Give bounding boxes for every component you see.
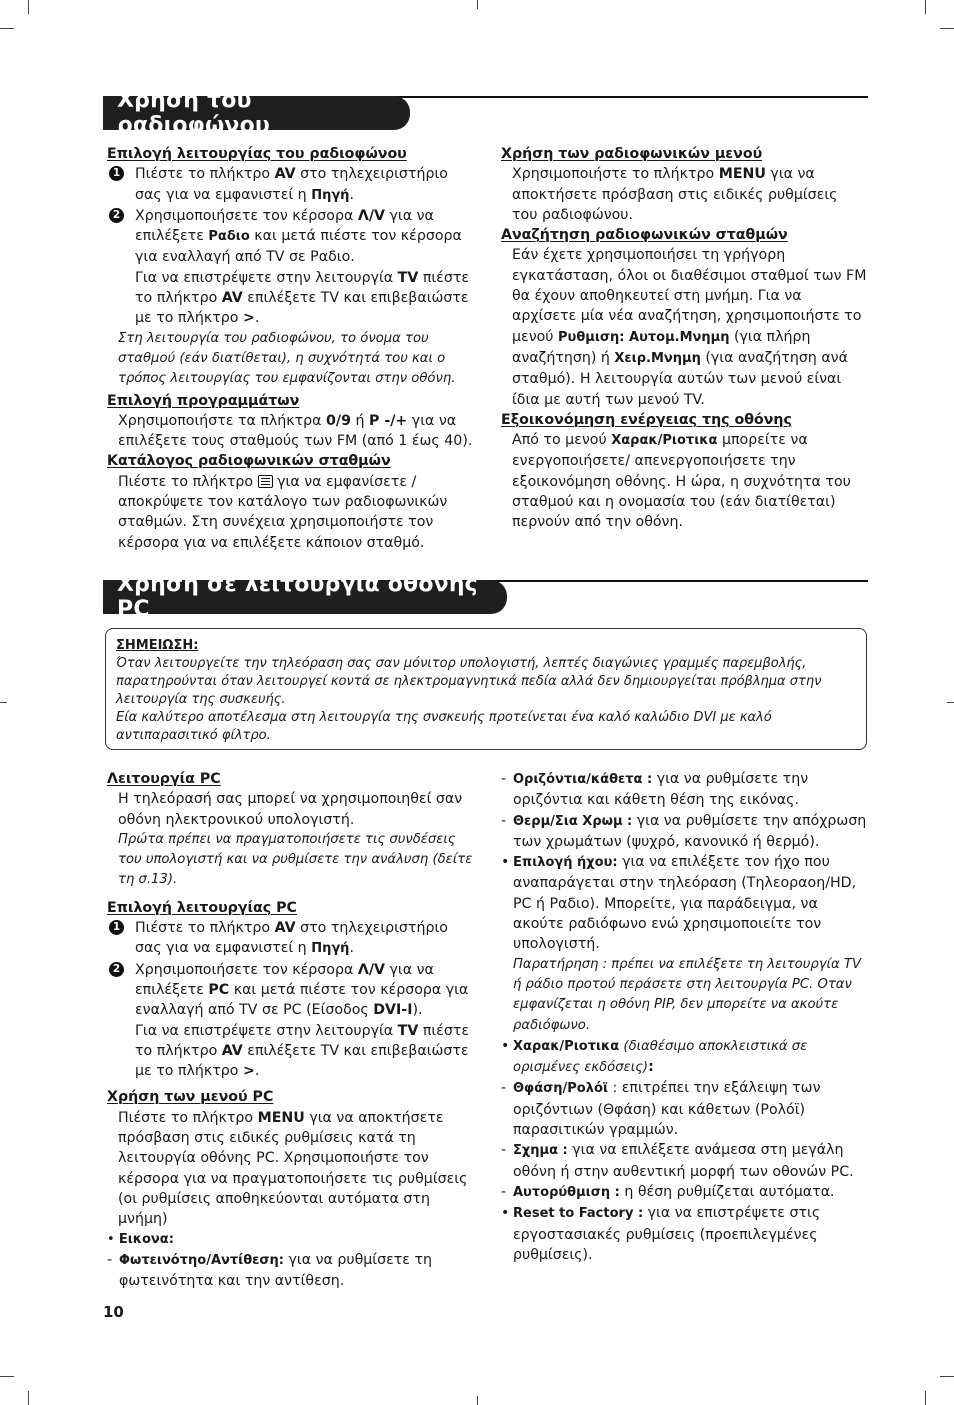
heading-pc-select: Επιλογή λειτουργίας PC (107, 899, 297, 916)
list-item-phase-clock: - Θφάση/Ρολόϊ : επιτρέπει την εξάλειψη των οριζόντιων (Θφάση) και κάθετων (Ρολόϊ) παρασιτικών γραμμών. (501, 1080, 821, 1139)
return-to-tv-text: Για να επιστρέψετε στην λειτουργία TV πιέστε το πλήκτρο AV επιλέξετε TV και επιβεβαιώστε με το πλήκτρο >. (135, 269, 470, 327)
station-list-text: Πιέστε το πλήκτρο για να εμφανίσετε /αποκρύψετε τον κατάλογο των ραδιοφωνικών σταθμών. Στη συνέχεια χρησιμοποιήστε τον κέρσορα για να επιλέξετε κάποιον σταθμό. (118, 473, 448, 551)
heading-program-select: Επιλογή προγραμμάτων (107, 392, 300, 409)
note-box (105, 628, 867, 750)
right-arrow-icon: > (242, 310, 255, 327)
step-2: 2 Χρησιμοποιήσετε τον κέρσορα Λ/V για να επιλέξετε PC και μετά πιέστε τον κέρσορα για εναλλαγή από TV σε PC (Είσοδος DVI-I). (107, 960, 475, 1021)
note-label: ΣΗΜΕΙΩΣΗ: (116, 638, 199, 653)
heading-radio-menus: Χρήση των ραδιοφωνικών μενού (501, 146, 763, 162)
heading-station-list: Κατάλογος ραδιοφωνικών σταθμών (107, 453, 391, 470)
return-to-tv-text: Για να επιστρέψετε στην λειτουργία TV πιέστε το πλήκτρο AV επιλέξετε TV και επιβεβαιώστε με το πλήκτρο >. (135, 1022, 470, 1080)
program-select-text: Χρησιμοποιήστε τα πλήκτρα 0/9 ή P -/+ για να επιλέξετε τους σταθμούς των FM (από 1 έως 40). (118, 412, 473, 450)
step-1: 1 Πιέστε το πλήκτρο AV στο τηλεχειριστήριο σας για να εμφανιστεί η Πηγή. (107, 164, 475, 206)
heading-radio-mode: Επιλογή λειτουργίας του ραδιοφώνου (107, 146, 407, 162)
pc-mode-text: Η τηλεόρασή σας μπορεί να χρησιμοποιηθεί σαν οθόνη ηλεκτρονικού υπολογιστή. (118, 791, 463, 828)
radio-menus-text: Χρησιμοποιήστε το πλήκτρο MENU για να αποκτήσετε πρόσβαση στις ειδικές ρυθμίσεις του ραδιοφώνου. (512, 166, 838, 223)
pc-right-column (501, 769, 869, 1265)
crop-mark (0, 702, 7, 703)
sound-select-note: Παρατήρηση : πρέπει να επιλέξετε τη λειτουργία TV ή ράδιο προτού περάσετε στη λειτουργία PC. Οταν εμφανίζεται η οθόνη PIP, δεν μπορείτε να ακούτε ραδιόφωνο. (513, 956, 861, 1033)
section-title-text: Χρήση του ραδιοφώνου (117, 88, 270, 138)
note-text-1: Όταν λειτουργείτε την τηλεόραση σας σαν μόνιτορ υπολογιστή, λεπτές διαγώνιες γραμμές παρεμβολής, παρατηρούνται όταν λειτουργεί κοντά σε ηλεκτρομαγνητικά πεδία αλλά δεν δημιουργείται πρόβλημα στην λειτουργία της συσκευής. (116, 656, 822, 707)
crop-mark (0, 28, 14, 29)
list-key-icon (258, 475, 273, 488)
crop-mark (947, 702, 954, 703)
note-text-2: Εία καλύτερο αποτέλεσμα στη λειτουργία της σνσκευής προτείνεται ένα καλό καλώδιο DVI με καλό αντιπαρασιτικό φίλτρο. (116, 710, 772, 743)
list-item-color-temp: - Θερμ/Σια Χρωμ : για να ρυθμίσετε την απόχρωση των χρωμάτων (ψυχρό, κανονικό ή θερμό). (501, 812, 867, 850)
radio-info-note: Στη λειτουργία του ραδιοφώνου, το όνομα του σταθμού (εάν διατίθεται), η συχνότητά του και ο τρόπος λειτουργίας του εμφανίζονται στην οθόνη. (118, 330, 456, 387)
pc-mode-note: Πρώτα πρέπει να πραγματοποιήσετε τις συνδέσεις του υπολογιστή και να ρυθμίσετε την ανάλυση (δείτε τη σ.13). (118, 831, 473, 888)
page-number: 10 (103, 1303, 124, 1321)
crop-mark (28, 0, 29, 14)
section-title-text: Χρήση σε λειτουργία οθόνης PC (117, 572, 478, 622)
list-item-position: - Οριζόντια/κάθετα : για να ρυθμίσετε την οριζόντια και κάθετη θέση της εικόνας. (501, 771, 809, 809)
crop-mark (28, 1391, 29, 1405)
list-item-features: • Χαρακ/Ριοτικα (διαθέσιμο αποκλειστικά σε ορισμένες εκδόσεις): (501, 1037, 808, 1076)
radio-left-column (107, 144, 475, 553)
list-item-picture: • Εικονα: (107, 1231, 174, 1247)
step-number-2: 2 (109, 962, 124, 977)
list-item-sound-select: • Επιλογή ήχου: για να επιλέξετε τον ήχο που αναπαράγεται στην τηλεόραση (Τηλεοραοη/HD, PC ή Ραδιο). Μπορείτε, για παράδειγμα, να ακούτε ραδιόφωνο ενώ χρησιμοποιείτε τον υπολογιστή. (501, 854, 857, 953)
heading-screen-saver: Εξοικονόμηση ενέργειας της οθόνης (501, 411, 792, 428)
step-2: 2 Χρησιμοποιήσετε τον κέρσορα Λ/V για να επιλέξετε Ραδιο και μετά πιέστε τον κέρσορα για εναλλαγή από TV σε Ραδιο. (107, 206, 475, 268)
heading-station-search: Αναζήτηση ραδιοφωνικών σταθμών (501, 227, 788, 244)
section-title-radio (103, 88, 410, 138)
pc-menus-text: Πιέστε το πλήκτρο MENU για να αποκτήσετε πρόσβαση στις ειδικές ρυθμίσεις κατά τη λειτουργία οθόνης PC. Χρησιμοποιήστε τον κέρσορα για να πραγματοποιήσετε τις ρυθμίσεις (οι ρυθμίσεις αποθηκεύονται αυτόματα στη μνήμη) (118, 1109, 468, 1228)
crop-mark (925, 1391, 926, 1405)
step-number-1: 1 (109, 166, 124, 181)
section-title-pc (103, 572, 507, 622)
list-item-auto-adjust: - Αυτορύθμιση : η θέση ρυθμίζεται αυτόματα. (501, 1183, 835, 1200)
crop-mark (940, 1376, 954, 1377)
crop-mark (925, 0, 926, 14)
arrow-keys-icon: Λ/V (357, 961, 385, 978)
list-item-reset: • Reset to Factory : για να επιστρέψετε στις εργοστασιακές ρυθμίσεις (προεπιλεγμένες ρυθμίσεις). (501, 1205, 821, 1263)
list-item-format: - Σχημα : για να επιλέξετε ανάμεσα στη μεγάλη οθόνη ή στην αυθεντική μορφή των οθονών PC. (501, 1142, 854, 1180)
step-number-2: 2 (109, 208, 124, 223)
heading-pc-mode: Λειτουργία PC (107, 771, 221, 787)
radio-right-column (501, 144, 867, 533)
right-arrow-icon: > (242, 1063, 255, 1080)
station-search-text: Εάν έχετε χρησιμοποιήσει τη γρήγορη εγκατάσταση, όλοι οι διαθέσιμοι σταθμοί των FM θα έχουν αποθηκευτεί στη μνήμη. Για να αρχίσετε μία νέα αναζήτηση, χρησιμοποιήστε το μενού Ρυθμιση: Αυτομ.Μνημη (για πλήρη αναζήτηση) ή Χειρ.Μνημη (για αναζήτηση ανά σταθμό). Η λειτουργία αυτών των μενού είναι ίδια με αυτή των μενού TV. (512, 247, 867, 408)
pc-left-column (107, 769, 475, 1291)
heading-pc-menus: Χρήση των μενού PC (107, 1089, 274, 1106)
crop-mark (0, 1376, 14, 1377)
list-item-brightness: - Φωτεινότηο/Αντίθεση: για να ρυθμίσετε τη φωτεινότητα και την αντίθεση. (107, 1251, 432, 1290)
screen-saver-text: Από το μενού Χαρακ/Ριοτικα μπορείτε να ενεργοποιήσετε/ απενεργοποιήσετε την εξοικονόμηση οθόνης. Η ώρα, η συχνότητα του σταθμού και η ονομασία του (εάν διατίθεται) περνούν από την οθόνη. (512, 432, 851, 531)
arrow-keys-icon: Λ/V (357, 207, 385, 224)
step-number-1: 1 (109, 920, 124, 935)
crop-mark (940, 28, 954, 29)
crop-mark (477, 1396, 478, 1405)
step-1: 1 Πιέστε το πλήκτρο AV στο τηλεχειριστήριο σας για να εμφανιστεί η Πηγή. (107, 918, 475, 960)
crop-mark (477, 0, 478, 9)
